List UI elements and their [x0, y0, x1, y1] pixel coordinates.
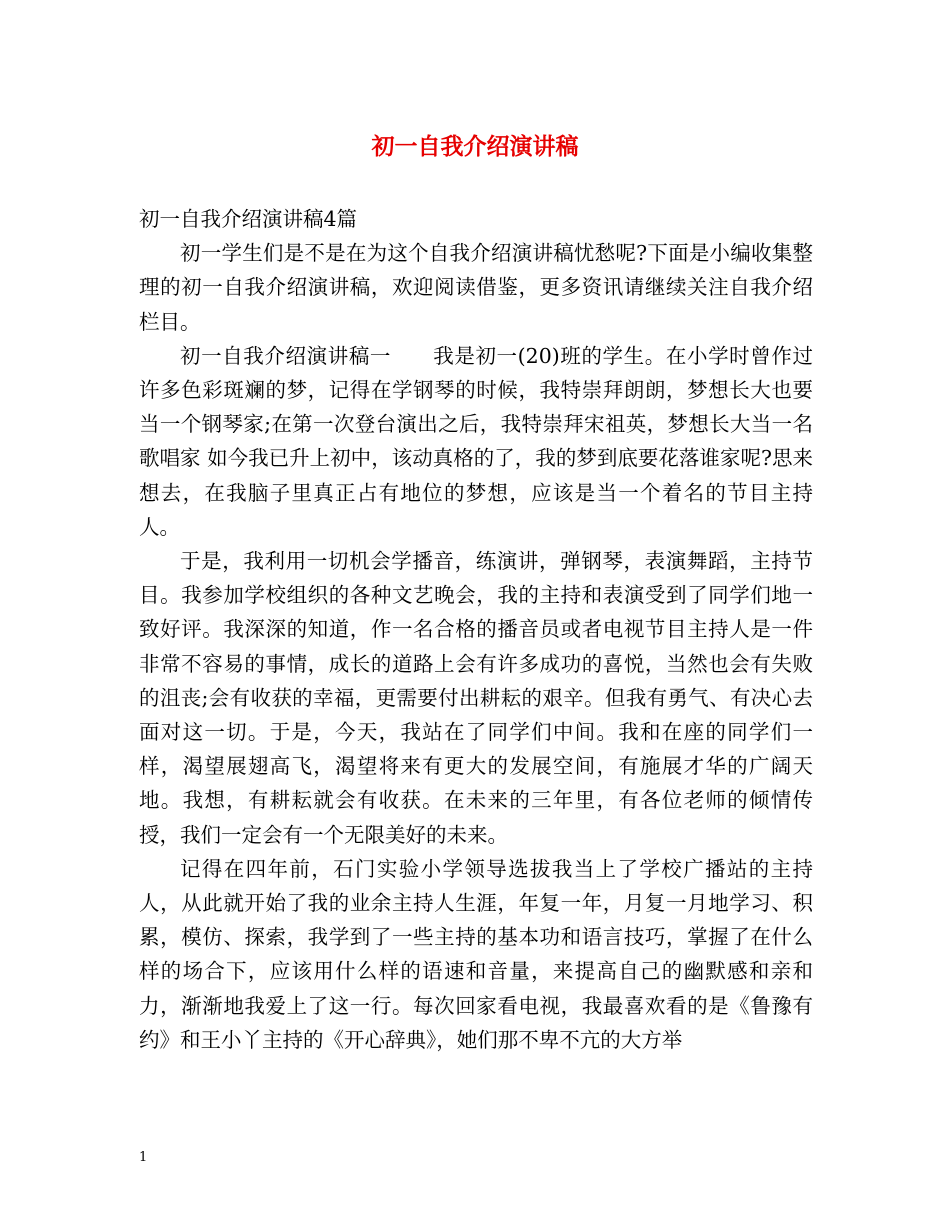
paragraph-speech-one: 初一自我介绍演讲稿一 我是初一(20)班的学生。在小学时曾作过许多色彩斑斓的梦，记得在学钢琴的时候，我特崇拜朗朗，梦想长大也要当一个钢琴家;在第一次登台演出之后，我特崇拜宋祖英，梦想长大当一名歌唱家 如今我已升上初中，该动真格的了，我的梦到底要花落谁家呢?思来想去，在我脑子里真正占有地位的梦想，应该是当一个着名的节目主持人。 — [139, 343, 813, 539]
paragraph-intro: 初一学生们是不是在为这个自我介绍演讲稿忧愁呢?下面是小编收集整理的初一自我介绍演讲稿，欢迎阅读借鉴，更多资讯请继续关注自我介绍栏目。 — [139, 241, 813, 334]
document-subtitle: 初一自我介绍演讲稿4篇 — [139, 207, 358, 231]
paragraph-memory: 记得在四年前，石门实验小学领导选拔我当上了学校广播站的主持人，从此就开始了我的业余主持人生涯，年复一年，月复一月地学习、积累，模仿、探索，我学到了一些主持的基本功和语言技巧，掌握了在什么样的场合下，应该用什么样的语速和音量，来提高自己的幽默感和亲和力，渐渐地我爱上了这一行。每次回家看电视，我最喜欢看的是《鲁豫有约》和王小丫主持的《开心辞典》，她们那不卑不亢的大方举 — [139, 856, 813, 1052]
paragraph-activities: 于是，我利用一切机会学播音，练演讲，弹钢琴，表演舞蹈，主持节目。我参加学校组织的各种文艺晚会，我的主持和表演受到了同学们地一致好评。我深深的知道，作一名合格的播音员或者电视节目主持人是一件非常不容易的事情，成长的道路上会有许多成功的喜悦，当然也会有失败的沮丧;会有收获的幸福，更需要付出耕耘的艰辛。但我有勇气、有决心去面对这一切。于是，今天，我站在了同学们中间。我和在座的同学们一样，渴望展翅高飞，渴望将来有更大的发展空间，有施展才华的广阔天地。我想，有耕耘就会有收获。在未来的三年里，有各位老师的倾情传授，我们一定会有一个无限美好的未来。 — [139, 549, 813, 847]
document-title: 初一自我介绍演讲稿 — [371, 133, 579, 160]
document-body — [139, 202, 813, 1057]
page-number: 1 — [139, 1150, 148, 1165]
